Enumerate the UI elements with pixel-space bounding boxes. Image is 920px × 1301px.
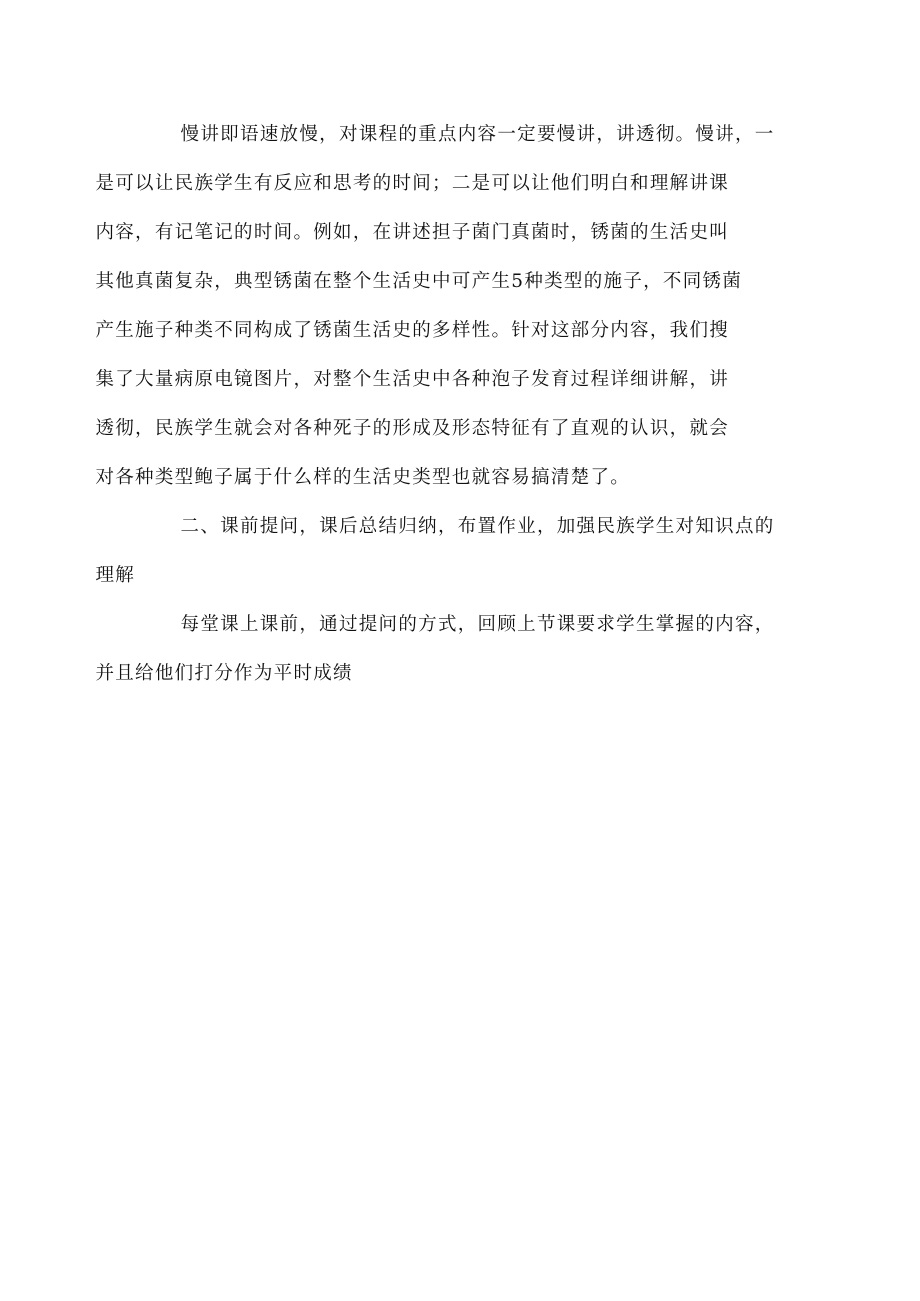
text-line: 二、课前提问，课后总结归纳，布置作业，加强民族学生对知识点的 xyxy=(180,516,775,537)
text-line: 理解 xyxy=(95,565,136,586)
text-line: 集了大量病原电镜图片，对整个生活史中各种泡子发育过程详细讲解，讲 xyxy=(95,369,730,390)
text-line: 每堂课上课前，通过提问的方式，回顾上节课要求学生掌握的内容， xyxy=(180,614,775,635)
document-body xyxy=(95,110,783,698)
text-line: 透彻，民族学生就会对各种死子的形成及形态特征有了直观的认识，就会 xyxy=(95,418,730,439)
text-line: 其他真菌复杂，典型锈菌在整个生活史中可产生5种类型的施子，不同锈菌 xyxy=(95,271,743,292)
text-line: 是可以让民族学生有反应和思考的时间；二是可以让他们明白和理解讲课 xyxy=(95,173,730,194)
text-line: 产生施子种类不同构成了锈菌生活史的多样性。针对这部分内容，我们搜 xyxy=(95,320,730,341)
section-heading-two xyxy=(95,502,783,600)
text-line: 慢讲即语速放慢，对课程的重点内容一定要慢讲，讲透彻。慢讲，一 xyxy=(180,124,775,145)
text-line: 对各种类型鲍子属于什么样的生活史类型也就容易搞清楚了。 xyxy=(95,467,631,488)
text-line: 并且给他们打分作为平时成绩 xyxy=(95,663,353,684)
paragraph-pre-class-questions xyxy=(95,600,783,698)
text-line: 内容，有记笔记的时间。例如，在讲述担子菌门真菌时，锈菌的生活史叫 xyxy=(95,222,730,243)
paragraph-slow-teaching xyxy=(95,110,783,502)
